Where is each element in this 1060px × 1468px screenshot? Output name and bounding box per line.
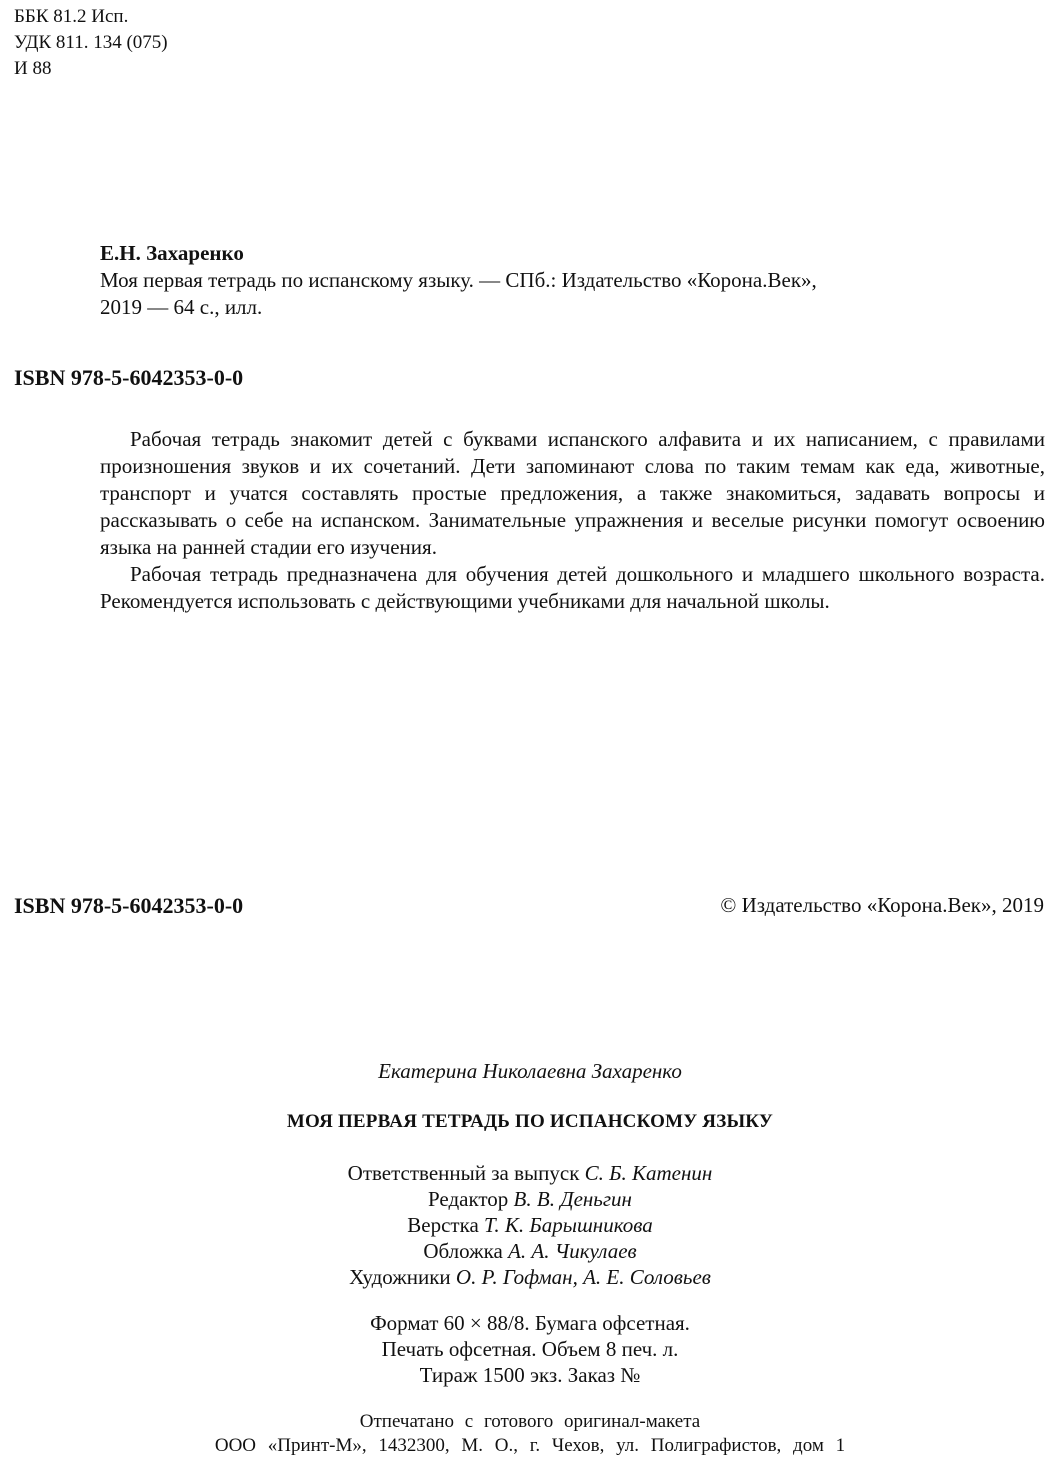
credit-role: Ответственный за выпуск: [347, 1161, 580, 1185]
annotation-paragraph-2: Рабочая тетрадь предназначена для обучения детей дошкольного и младшего школьного возраста. Рекомендуется использовать с действующими учебниками для начальной школы.: [100, 562, 1045, 613]
author-name: Е.Н. Захаренко: [100, 241, 244, 265]
isbn-bottom: ISBN 978-5-6042353-0-0: [14, 893, 244, 918]
bibliographic-line-1: Моя первая тетрадь по испанскому языку. — СПб.: Издательство «Корона.Век»,: [100, 268, 817, 292]
credit-line: [0, 1264, 1060, 1290]
author-mark: И 88: [14, 58, 52, 79]
annotation: [100, 426, 1045, 615]
bibliographic-line-2: 2019 — 64 с., илл.: [100, 295, 263, 319]
printer-info: [0, 1410, 1060, 1458]
printed-from-layout: Отпечатано с готового оригинал-макета: [359, 1411, 701, 1432]
bbk-code: ББК 81.2 Исп.: [14, 6, 129, 27]
format-details: [0, 1310, 1060, 1388]
credit-line: [0, 1160, 1060, 1186]
credit-person: Т. К. Барышникова: [484, 1213, 653, 1237]
printer-address: ООО «Принт-М», 1432300, М. О., г. Чехов, ул. Полиграфистов, дом 1: [214, 1435, 846, 1456]
credit-person: А. А. Чикулаев: [508, 1239, 637, 1263]
annotation-paragraph-1: Рабочая тетрадь знакомит детей с буквами испанского алфавита и их написанием, с правилами произношения звуков и их сочетаний. Дети запоминают слова по таким темам как еда, животные, транспорт и учатся составлять простые предложения, а также знакомиться, задавать вопросы и рассказывать о себе на испанском. Занимательные упражнения и веселые рисунки помогут освоению языка на ранней стадии его изучения.: [100, 427, 1045, 559]
credit-line: [0, 1238, 1060, 1264]
format-line: Печать офсетная. Объем 8 печ. л.: [381, 1337, 679, 1361]
credit-line: [0, 1186, 1060, 1212]
format-line: Формат 60 × 88/8. Бумага офсетная.: [370, 1311, 690, 1335]
credit-person: С. Б. Катенин: [584, 1161, 713, 1185]
format-line: Тираж 1500 экз. Заказ №: [419, 1363, 641, 1387]
author-full-name: Екатерина Николаевна Захаренко: [378, 1059, 682, 1083]
credit-role: Верстка: [407, 1213, 479, 1237]
classification-codes: [14, 4, 168, 82]
isbn-top: ISBN 978-5-6042353-0-0: [14, 365, 244, 390]
credits-list: [0, 1160, 1060, 1290]
udk-code: УДК 811. 134 (075): [14, 32, 168, 53]
credit-role: Художники: [349, 1265, 451, 1289]
credit-line: [0, 1212, 1060, 1238]
credit-person: В. В. Деньгин: [513, 1187, 632, 1211]
credit-role: Редактор: [428, 1187, 509, 1211]
bibliographic-record: [100, 240, 980, 321]
copyright-notice: © Издательство «Корона.Век», 2019: [720, 893, 1044, 917]
book-title: МОЯ ПЕРВАЯ ТЕТРАДЬ ПО ИСПАНСКОМУ ЯЗЫКУ: [286, 1111, 774, 1132]
credit-person: О. Р. Гофман, А. Е. Соловьев: [455, 1265, 711, 1289]
credit-role: Обложка: [423, 1239, 503, 1263]
